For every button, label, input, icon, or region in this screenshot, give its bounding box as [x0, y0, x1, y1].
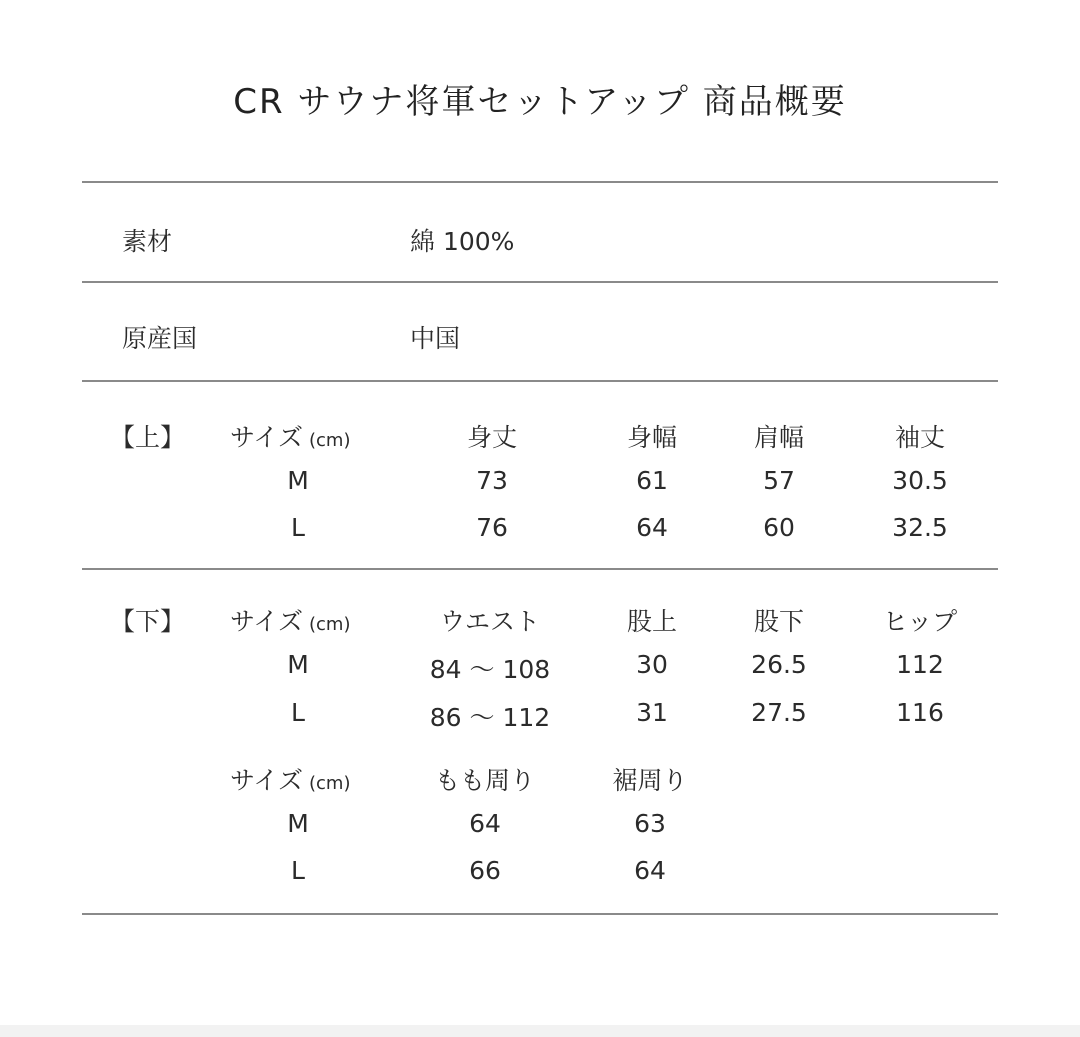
bottom-cell: 66 — [469, 856, 501, 885]
bottom-size-header: サイズ (cm) — [230, 607, 351, 636]
bottom-cell: 64 — [469, 809, 501, 838]
bottom-cell: 30 — [636, 650, 668, 679]
bottom-band — [0, 1025, 1080, 1037]
bottom-header-hem: 裾周り — [612, 766, 688, 795]
top-row-size: L — [291, 513, 305, 542]
bottom-cell: 64 — [634, 856, 666, 885]
origin-value: 中国 — [410, 324, 461, 353]
bottom-row-size: M — [287, 809, 309, 838]
bottom-cell: 84 ～ 108 — [429, 655, 551, 684]
bottom-cell: 116 — [896, 698, 944, 727]
top-cell: 57 — [763, 466, 795, 495]
divider — [82, 568, 998, 570]
bottom-cell: 31 — [636, 698, 668, 727]
divider — [82, 913, 998, 915]
bottom-row-size: L — [291, 698, 305, 727]
top-header-length: 身丈 — [466, 423, 518, 452]
divider — [82, 281, 998, 283]
bottom-header-thigh: もも周り — [434, 766, 536, 795]
top-cell: 73 — [476, 466, 508, 495]
top-cell: 76 — [476, 513, 508, 542]
bottom-row-size: M — [287, 650, 309, 679]
top-section-label: 【上】 — [110, 423, 186, 452]
origin-label: 原産国 — [122, 324, 198, 353]
top-cell: 61 — [636, 466, 668, 495]
material-label: 素材 — [122, 227, 173, 256]
top-cell: 60 — [763, 513, 795, 542]
bottom-cell: 26.5 — [751, 650, 807, 679]
top-row-size: M — [287, 466, 309, 495]
bottom-row-size: L — [291, 856, 305, 885]
bottom-size-header-2: サイズ (cm) — [230, 766, 351, 795]
material-value: 綿 100% — [410, 227, 515, 256]
top-header-width: 身幅 — [626, 423, 678, 452]
bottom-header-waist: ウエスト — [439, 607, 541, 636]
top-cell: 64 — [636, 513, 668, 542]
bottom-section-label: 【下】 — [110, 607, 186, 636]
top-header-sleeve: 袖丈 — [894, 423, 946, 452]
bottom-cell: 63 — [634, 809, 666, 838]
page-title: CR サウナ将軍セットアップ 商品概要 — [233, 82, 847, 122]
top-cell: 30.5 — [892, 466, 948, 495]
top-header-shoulder: 肩幅 — [753, 423, 805, 452]
bottom-header-hip: ヒップ — [882, 607, 958, 636]
top-size-header: サイズ (cm) — [230, 423, 351, 452]
bottom-cell: 27.5 — [751, 698, 807, 727]
bottom-cell: 86 ～ 112 — [429, 703, 551, 732]
top-cell: 32.5 — [892, 513, 948, 542]
divider — [82, 181, 998, 183]
bottom-header-rise: 股上 — [626, 607, 678, 636]
bottom-cell: 112 — [896, 650, 944, 679]
divider — [82, 380, 998, 382]
bottom-header-inseam: 股下 — [753, 607, 805, 636]
